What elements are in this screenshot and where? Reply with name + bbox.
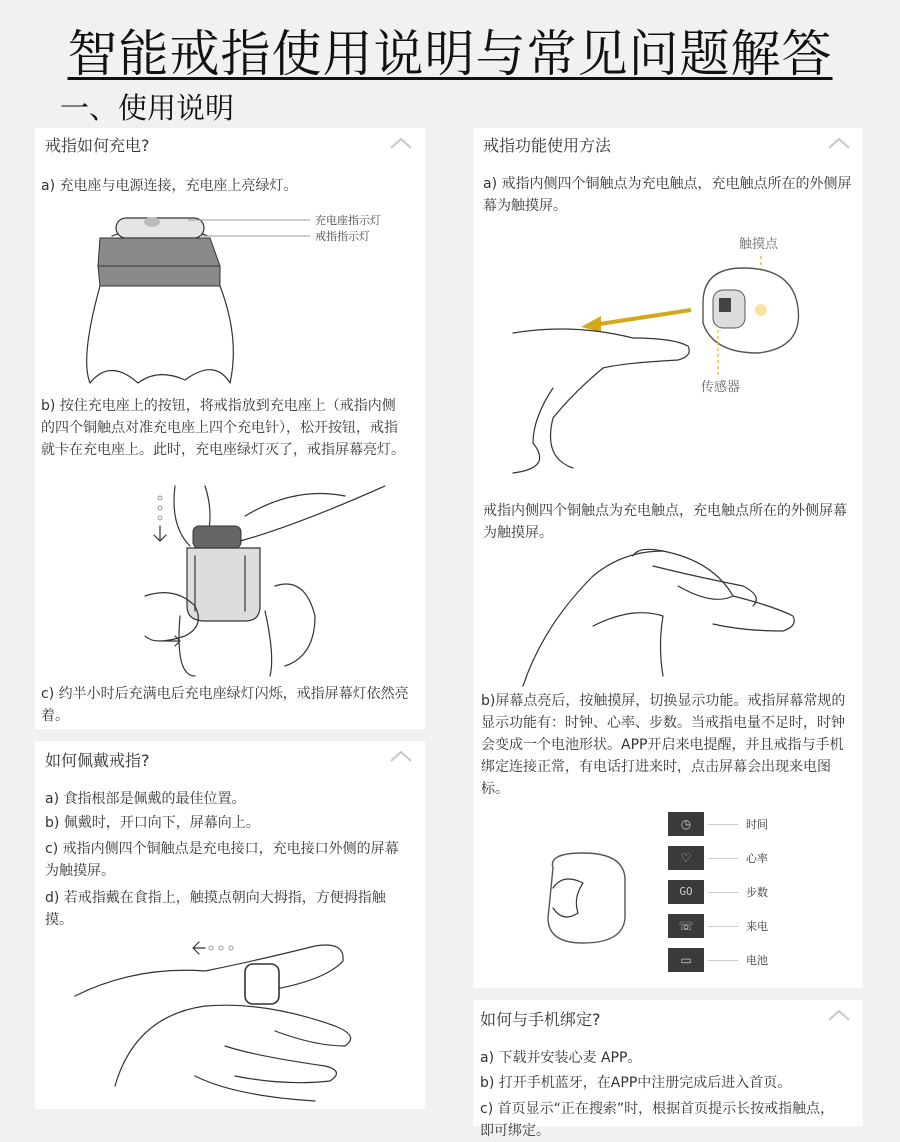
label-touch-point: 触摸点: [739, 237, 779, 252]
bind-card-header[interactable]: [473, 1000, 863, 1040]
wear-step-d: d) 若戒指戴在食指上，触摸点朝向大拇指，方便拇指触摸。: [45, 890, 386, 928]
label-sensor: 传感器: [701, 380, 741, 395]
steps-icon: GO: [668, 880, 704, 904]
wear-card: [35, 741, 425, 1109]
function-step-a: a) 戒指内侧四个铜触点为充电触点，充电触点所在的外侧屏幕为触摸屏。: [483, 176, 852, 214]
function-mid-text: 戒指内侧四个铜触点为充电触点，充电触点所在的外侧屏幕为触摸屏。: [483, 503, 847, 541]
charge-card-header[interactable]: [35, 128, 425, 168]
clock-icon: ◷: [668, 812, 704, 836]
charging-dock-illustration: [90, 208, 420, 393]
display-mode-item: [668, 846, 858, 872]
chevron-up-icon[interactable]: [387, 743, 415, 771]
wear-step-b: b) 佩戴时，开口向下，屏幕向上。: [45, 815, 260, 831]
bind-card: [473, 1000, 863, 1139]
wear-step-c: c) 戒指内侧四个铜触点是充电接口，充电接口外侧的屏幕为触摸屏。: [45, 841, 399, 879]
charge-step-b: b) 按住充电座上的按钮，将戒指放到充电座上（戒指内侧的四个铜触点对准充电座上四个充电针），松开按钮，戒指就卡在充电座上。此时，充电座绿灯灭了，戒指屏幕亮灯。: [41, 398, 405, 458]
ring-on-dock-illustration: [145, 486, 395, 676]
chevron-up-icon[interactable]: [825, 1002, 853, 1030]
display-mode-label: 步数: [746, 886, 768, 899]
ring-display-illustration: [543, 848, 633, 948]
hand-wearing-ring-illustration: [75, 936, 405, 1106]
function-card-header[interactable]: [473, 128, 863, 168]
page-title: 智能戒指使用说明与常见问题解答: [67, 25, 833, 83]
chevron-up-icon[interactable]: [387, 130, 415, 158]
phone-icon: ☏: [668, 914, 704, 938]
wear-step-a: a) 食指根部是佩戴的最佳位置。: [45, 791, 246, 807]
display-mode-item: [668, 812, 858, 838]
display-mode-label: 电池: [746, 954, 768, 967]
charge-step-c: c) 约半小时后充满电后充电座绿灯闪烁，戒指屏幕灯依然亮着。: [41, 686, 409, 724]
function-step-b: b)屏幕点亮后，按触摸屏，切换显示功能。戒指屏幕常规的显示功能有：时钟、心率、步数。当戒指电量不足时，时钟会变成一个电池形状。APP开启来电提醒，并且戒指与手机绑定连接正常，有电话打进来时，点击屏幕会出现来电图标。: [481, 693, 846, 797]
display-mode-item: [668, 948, 858, 974]
bind-step-a: a) 下载并安装心麦 APP。: [480, 1050, 642, 1066]
battery-icon: ▭: [668, 948, 704, 972]
display-mode-label: 心率: [746, 852, 768, 865]
label-dock-light: 充电座指示灯: [315, 214, 381, 227]
touch-point-illustration: [513, 228, 853, 473]
charge-card-title: 戒指如何充电?: [45, 136, 150, 155]
display-mode-label: 时间: [746, 818, 768, 831]
function-card: [473, 128, 863, 988]
function-card-title: 戒指功能使用方法: [483, 136, 612, 155]
wear-card-header[interactable]: [35, 741, 425, 785]
section-heading: 一、使用说明: [60, 91, 235, 125]
display-mode-item: [668, 880, 858, 906]
chevron-up-icon[interactable]: [825, 130, 853, 158]
charge-step-a: a) 充电座与电源连接，充电座上亮绿灯。: [41, 178, 298, 194]
bind-card-title: 如何与手机绑定?: [480, 1010, 601, 1029]
label-ring-light: 戒指指示灯: [315, 230, 370, 243]
display-mode-label: 来电: [746, 920, 768, 933]
display-mode-item: [668, 914, 858, 940]
heart-icon: ♡: [668, 846, 704, 870]
wear-card-title: 如何佩戴戒指?: [45, 751, 150, 770]
charge-card: [35, 128, 425, 729]
thumb-touch-illustration: [513, 546, 813, 686]
bind-step-b: b) 打开手机蓝牙，在APP中注册完成后进入首页。: [480, 1075, 792, 1091]
bind-step-c: c) 首页显示“正在搜索”时，根据首页提示长按戒指触点，即可绑定。: [480, 1101, 835, 1139]
